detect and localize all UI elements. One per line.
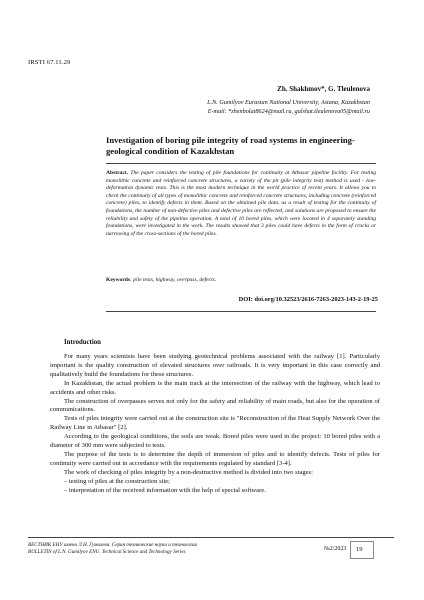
body-text (50, 353, 380, 496)
abstract-text: The paper considers the testing of pile foundations for continuity at Atbasar pipeline facility. For testing monolithic concrete and reinforced concrete structures, a variety of the pit (pile integrity test) method is used - low-deformation dynamic tests. This is the most modern technique in the world practice of recent years. It allows you to check the continuity of all types of monolithic concrete and reinforced concrete structures, including concrete (reinforced concrete) piles, to identify defects in them. Based on the obtained pile data, as a result of testing for the continuity of foundations, the number of non-defective piles and defective piles are reflected, and solutions are proposed to ensure the reliability and safety of the pipeline operation. A total of 10 bored piles, which were located in 4 separately standing foundations, were investigated in the work. The results showed that 3 piles could have defects in the form of cracks or narrowing of the cross-sections of the bored piles. (106, 170, 376, 237)
paragraph: According to the geological conditions, the soils are weak. Bored piles were used in the project: 10 bored piles with a diameter of 300 mm were subjected to tests. (50, 433, 380, 450)
list-item: – interpretation of the received information with the help of special software. (64, 486, 266, 494)
paragraph: Tests of piles integrity were carried out at the construction site is "Reconstruction of the Heat Supply Network Over the Railway Line in Atbasar" [2]. (50, 415, 380, 432)
paragraph: The purpose of the tests is to determine the depth of immersion of piles and to identify defects. Tests of piles for continuity were carried out in accordance with the requirements regulated by standard [3-4]. (50, 450, 380, 467)
section-heading-introduction: Introduction (64, 339, 101, 346)
title-rule (106, 163, 376, 164)
authors: Zh. Shakhmov*, G. Tleulenova (277, 85, 370, 93)
paper-title: Investigation of boring pile integrity of road systems in engineering-geological condition of Kazakhstan (106, 135, 355, 156)
doi[interactable]: DOI: doi.org/10.32523/2616-7263-2023-143-2-19-25 (238, 296, 378, 303)
journal-name (28, 542, 197, 556)
keywords (106, 277, 376, 285)
abstract (106, 170, 376, 238)
footer-rule (28, 537, 394, 538)
abstract-bottom-rule (106, 311, 376, 312)
page-number: 19 (356, 546, 363, 553)
paragraph: For many years scientists have been studying geotechnical problems associated with the railway [1]. Particularly important is the quality construction of elevated structures over railroads. It is very important in this case correctly and qualitatively build the foundations for these structures. (50, 353, 380, 378)
irsti-code: IRSTI 67.11.29 (28, 59, 71, 66)
keywords-label: Keywords (106, 277, 131, 283)
issue-number: №2/2023 (324, 546, 347, 552)
abstract-label: Abstract. (106, 170, 129, 176)
paragraph: The construction of overpasses serves not only for the safety and reliability of main roads, but also for the operation of communications. (50, 397, 380, 414)
paragraph: The work of checking of piles integrity by a non-destructive method is divided into two stages: (64, 468, 313, 476)
email: E-mail: *zhenbolat8624@mail.ru, gulshat.tleulenova05@mail.ru (207, 108, 370, 115)
affiliation-block (207, 98, 370, 116)
affiliation: L.N. Gumilyov Eurasian National University, Astana, Kazakhstan (207, 99, 370, 106)
list-item: – testing of piles at the construction site; (64, 477, 171, 485)
journal-name-en: BULLETIN of L.N. Gumilyov ENU. Technical Science and Technology Series (28, 549, 186, 555)
keywords-text: : pile tests, highway, overpass, defects. (130, 277, 217, 283)
paragraph: In Kazakhstan, the actual problem is the main track at the intersection of the railway with the highway, which lead to accidents and other risks. (50, 379, 380, 396)
journal-name-ru: ВЕСТНИК ЕНУ имени Л.Н. Гумилева. Серия технические науки и технологии (28, 542, 198, 548)
